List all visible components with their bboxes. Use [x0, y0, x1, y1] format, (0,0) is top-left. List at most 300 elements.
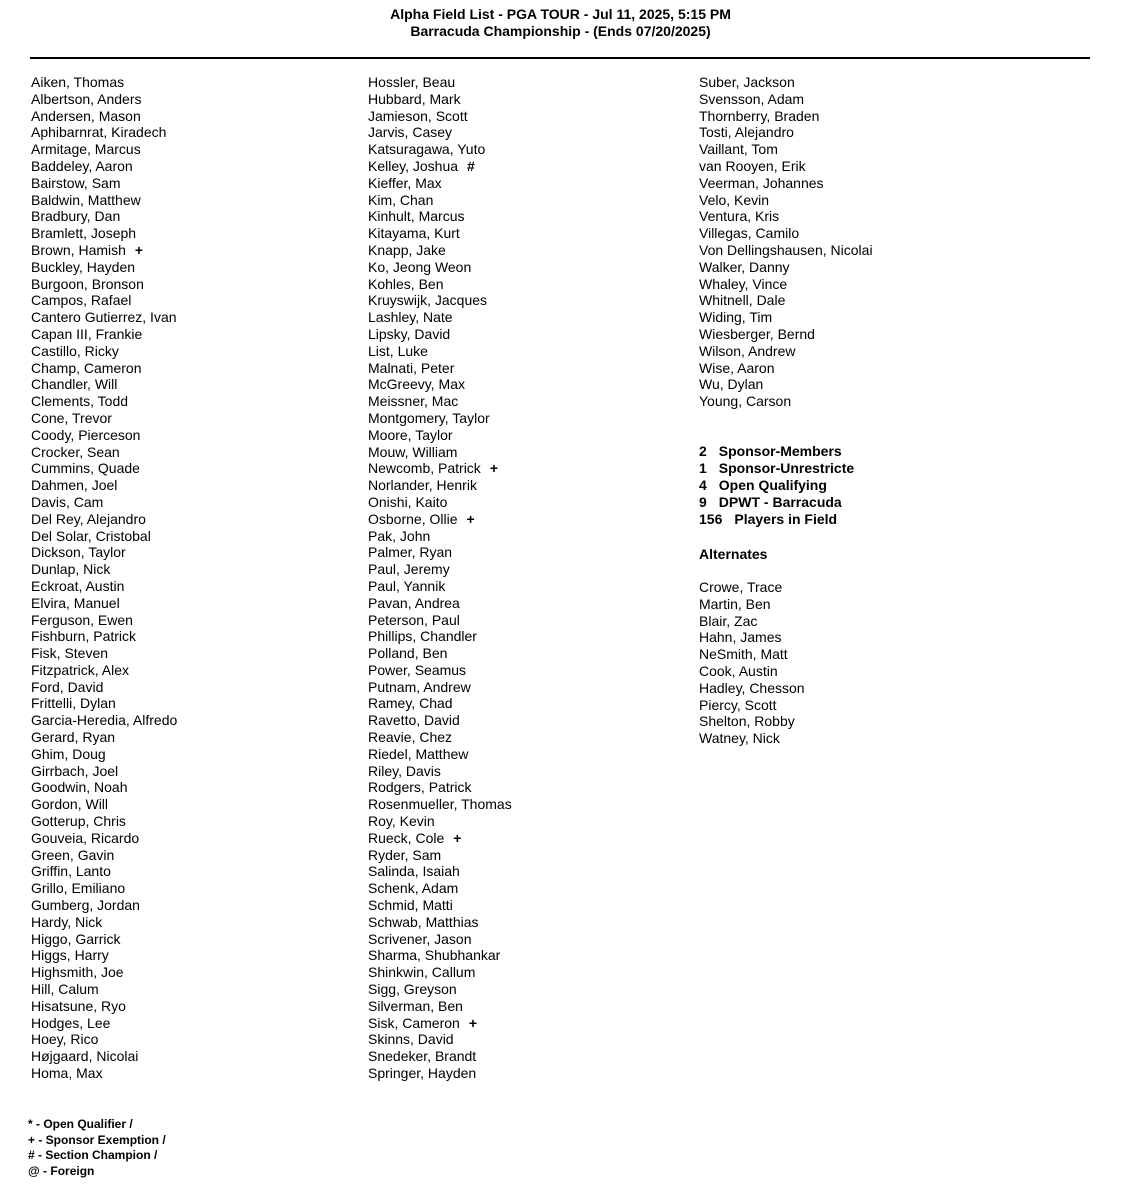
- player-name: Riley, Davis: [368, 762, 441, 779]
- player-name: Knapp, Jake: [368, 241, 446, 258]
- player-row: [31, 796, 351, 813]
- player-row: [368, 863, 688, 880]
- summary-count: 4: [699, 477, 707, 493]
- player-name: Cummins, Quade: [31, 460, 140, 477]
- player-row: [699, 393, 1099, 410]
- player-name: Ghim, Doug: [31, 745, 106, 762]
- player-name: Højgaard, Nicolai: [31, 1048, 139, 1065]
- player-name: Lipsky, David: [368, 325, 451, 342]
- player-name: Springer, Hayden: [368, 1065, 477, 1082]
- summary-label: Players in Field: [734, 511, 838, 527]
- player-row: [31, 477, 351, 494]
- player-name: Wilson, Andrew: [699, 342, 796, 359]
- player-row: [368, 880, 688, 897]
- player-row: [368, 259, 688, 276]
- player-status-mark: +: [489, 460, 498, 477]
- player-name: Higgo, Garrick: [31, 930, 121, 947]
- player-row: [368, 830, 688, 847]
- player-row: [368, 931, 688, 948]
- player-row: [31, 578, 351, 595]
- summary-count: 1: [699, 460, 707, 476]
- player-row: [368, 779, 688, 796]
- player-name: Malnati, Peter: [368, 359, 455, 376]
- summary-row: [699, 494, 854, 511]
- player-row: [699, 225, 1099, 242]
- player-name: Silverman, Ben: [368, 997, 463, 1014]
- player-name: Ferguson, Ewen: [31, 611, 133, 628]
- player-name: Svensson, Adam: [699, 90, 805, 107]
- player-name: Velo, Kevin: [699, 191, 770, 208]
- player-name: Campos, Rafael: [31, 292, 132, 309]
- player-name: Capan III, Frankie: [31, 325, 143, 342]
- summary-count: 9: [699, 494, 707, 510]
- player-row: [368, 595, 688, 612]
- player-name: Gerard, Ryan: [31, 729, 116, 746]
- player-row: [368, 292, 688, 309]
- player-row: [368, 326, 688, 343]
- player-name: Griffin, Lanto: [31, 863, 111, 880]
- player-name: Shinkwin, Callum: [368, 964, 476, 981]
- alternate-name: Blair, Zac: [699, 612, 758, 629]
- player-row: [699, 292, 1099, 309]
- player-status-mark: +: [466, 510, 475, 527]
- player-name: Widing, Tim: [699, 309, 773, 326]
- player-row: [31, 695, 351, 712]
- player-row: [368, 712, 688, 729]
- alternate-name: Piercy, Scott: [699, 696, 777, 713]
- player-row: [31, 763, 351, 780]
- player-row: [31, 141, 351, 158]
- player-name: Kelley, Joshua: [368, 157, 459, 174]
- player-row: [31, 612, 351, 629]
- player-row: [368, 813, 688, 830]
- legend-item: * - Open Qualifier /: [28, 1117, 133, 1131]
- alternate-name: Crowe, Trace: [699, 579, 783, 595]
- player-name: Kim, Chan: [368, 191, 434, 208]
- player-name: Cantero Gutierrez, Ivan: [31, 309, 177, 326]
- player-row: [699, 360, 1099, 377]
- player-name: Gouveia, Ricardo: [31, 829, 140, 846]
- player-row: [31, 124, 351, 141]
- player-name: Meissner, Mac: [368, 393, 459, 410]
- player-row: [368, 662, 688, 679]
- player-name: Reavie, Chez: [368, 729, 453, 746]
- player-name: Baddeley, Aaron: [31, 157, 133, 174]
- player-column-1: [31, 74, 351, 1082]
- player-row: [368, 998, 688, 1015]
- player-row: [699, 192, 1099, 209]
- player-name: Skinns, David: [368, 1031, 454, 1048]
- player-name: Kieffer, Max: [368, 174, 442, 191]
- player-name: Del Solar, Cristobal: [31, 527, 151, 544]
- player-row: [368, 376, 688, 393]
- player-status-mark: +: [134, 241, 144, 258]
- player-name: Montgomery, Taylor: [368, 409, 490, 426]
- alternate-name: Martin, Ben: [699, 595, 771, 612]
- player-column-2: [368, 74, 688, 1082]
- summary-label: Sponsor-Members: [718, 443, 842, 459]
- player-name: Garcia-Heredia, Alfredo: [31, 712, 178, 729]
- player-name: Rueck, Cole: [368, 829, 445, 846]
- player-row: [368, 528, 688, 545]
- player-name: Higgs, Harry: [31, 947, 109, 964]
- player-row: [31, 712, 351, 729]
- player-name: Kitayama, Kurt: [368, 225, 460, 242]
- player-row: [368, 343, 688, 360]
- player-row: [368, 1065, 688, 1082]
- player-row: [368, 628, 688, 645]
- player-row: [699, 343, 1099, 360]
- player-row: [368, 276, 688, 293]
- player-name: Walker, Danny: [699, 258, 790, 275]
- player-row: [368, 964, 688, 981]
- player-name: Andersen, Mason: [31, 107, 141, 124]
- player-row: [31, 208, 351, 225]
- player-row: [368, 309, 688, 326]
- player-name: Palmer, Ryan: [368, 544, 453, 561]
- player-row: [368, 410, 688, 427]
- player-row: [31, 276, 351, 293]
- player-name: Ramey, Chad: [368, 695, 453, 712]
- player-row: [31, 242, 351, 259]
- player-name: Jamieson, Scott: [368, 107, 468, 124]
- player-name: Lashley, Nate: [368, 309, 453, 326]
- player-column-3: [699, 74, 1099, 410]
- field-summary: [699, 443, 854, 528]
- alternate-name: Hahn, James: [699, 629, 782, 646]
- player-row: [368, 763, 688, 780]
- player-row: [31, 460, 351, 477]
- page-title: Alpha Field List - PGA TOUR - Jul 11, 2025, 5:15 PM: [390, 6, 731, 22]
- player-name: Von Dellingshausen, Nicolai: [699, 241, 873, 258]
- player-row: [368, 1031, 688, 1048]
- player-row: [31, 931, 351, 948]
- summary-count: 156: [699, 511, 723, 527]
- player-row: [699, 74, 1099, 91]
- player-name: Schmid, Matti: [368, 897, 453, 914]
- player-name: Veerman, Johannes: [699, 174, 824, 191]
- player-name: Fishburn, Patrick: [31, 628, 137, 645]
- player-row: [31, 914, 351, 931]
- player-name: Burgoon, Bronson: [31, 275, 144, 292]
- player-row: [368, 477, 688, 494]
- player-name: Ford, David: [31, 678, 104, 695]
- player-name: Crocker, Sean: [31, 443, 120, 460]
- player-row: [31, 561, 351, 578]
- player-name: Kinhult, Marcus: [368, 208, 465, 225]
- player-name: Kruyswijk, Jacques: [368, 292, 488, 309]
- player-name: Homa, Max: [31, 1065, 103, 1082]
- summary-label: DPWT - Barracuda: [718, 494, 842, 510]
- player-row: [31, 628, 351, 645]
- player-name: Roy, Kevin: [368, 813, 435, 830]
- player-name: Newcomb, Patrick: [368, 460, 481, 477]
- player-row: [699, 175, 1099, 192]
- player-name: Eckroat, Austin: [31, 577, 125, 594]
- player-name: Rosenmueller, Thomas: [368, 796, 512, 813]
- player-name: Sigg, Greyson: [368, 981, 457, 998]
- player-name: Buckley, Hayden: [31, 258, 136, 275]
- player-row: [368, 578, 688, 595]
- player-name: Hoey, Rico: [31, 1031, 99, 1048]
- player-row: [31, 544, 351, 561]
- player-row: [368, 645, 688, 662]
- player-name: Vaillant, Tom: [699, 141, 778, 158]
- player-name: Phillips, Chandler: [368, 628, 477, 645]
- player-name: Whitnell, Dale: [699, 292, 786, 309]
- player-name: Paul, Jeremy: [368, 561, 450, 578]
- player-row: [31, 964, 351, 981]
- alternates-title: Alternates: [699, 546, 768, 562]
- player-row: [368, 679, 688, 696]
- player-row: [31, 158, 351, 175]
- player-name: Goodwin, Noah: [31, 779, 128, 796]
- player-row: [699, 242, 1099, 259]
- player-row: [368, 695, 688, 712]
- player-row: [699, 108, 1099, 125]
- alternate-name: Shelton, Robby: [699, 713, 795, 730]
- player-row: [699, 259, 1099, 276]
- legend-item: + - Sponsor Exemption /: [28, 1132, 166, 1147]
- player-name: Young, Carson: [699, 393, 792, 410]
- player-name: Albertson, Anders: [31, 90, 142, 107]
- player-row: [368, 208, 688, 225]
- player-name: Salinda, Isaiah: [368, 863, 460, 880]
- player-name: Gotterup, Chris: [31, 813, 126, 830]
- player-name: Riedel, Matthew: [368, 745, 469, 762]
- player-row: [368, 74, 688, 91]
- player-row: [699, 309, 1099, 326]
- player-row: [31, 511, 351, 528]
- player-row: [31, 897, 351, 914]
- alternate-name: Cook, Austin: [699, 662, 778, 679]
- player-name: Katsuragawa, Yuto: [368, 141, 486, 158]
- legend: [28, 1117, 166, 1179]
- player-name: Putnam, Andrew: [368, 678, 471, 695]
- player-row: [31, 863, 351, 880]
- player-name: List, Luke: [368, 342, 428, 359]
- player-row: [31, 444, 351, 461]
- player-status-mark: +: [453, 829, 462, 846]
- player-row: [368, 124, 688, 141]
- player-row: [368, 427, 688, 444]
- player-name: Del Rey, Alejandro: [31, 510, 146, 527]
- player-row: [699, 158, 1099, 175]
- player-row: [368, 947, 688, 964]
- player-name: Wu, Dylan: [699, 376, 764, 393]
- player-row: [699, 141, 1099, 158]
- player-row: [699, 124, 1099, 141]
- player-row: [31, 74, 351, 91]
- player-name: Grillo, Emiliano: [31, 880, 126, 897]
- player-row: [368, 141, 688, 158]
- player-row: [368, 108, 688, 125]
- player-row: [31, 108, 351, 125]
- player-row: [368, 444, 688, 461]
- player-name: Chandler, Will: [31, 376, 118, 393]
- player-name: Hill, Calum: [31, 981, 99, 998]
- player-row: [368, 225, 688, 242]
- player-name: Brown, Hamish: [31, 241, 126, 258]
- player-name: Osborne, Ollie: [368, 510, 458, 527]
- player-name: Sisk, Cameron: [368, 1014, 460, 1031]
- player-status-mark: +: [468, 1014, 477, 1031]
- player-name: Peterson, Paul: [368, 611, 460, 628]
- player-name: Green, Gavin: [31, 846, 115, 863]
- player-name: Dickson, Taylor: [31, 544, 126, 561]
- player-name: Jarvis, Casey: [368, 124, 453, 141]
- player-row: [31, 981, 351, 998]
- player-row: [699, 91, 1099, 108]
- player-row: [31, 91, 351, 108]
- player-row: [368, 561, 688, 578]
- player-status-mark: #: [467, 157, 475, 174]
- player-row: [31, 259, 351, 276]
- player-name: Paul, Yannik: [368, 577, 446, 594]
- player-name: Aiken, Thomas: [31, 74, 125, 90]
- player-name: Moore, Taylor: [368, 426, 453, 443]
- player-row: [368, 914, 688, 931]
- player-row: [368, 897, 688, 914]
- legend-item: # - Section Champion /: [28, 1148, 158, 1162]
- player-row: [31, 847, 351, 864]
- player-name: Wise, Aaron: [699, 359, 775, 376]
- player-row: [368, 746, 688, 763]
- player-name: Bradbury, Dan: [31, 208, 121, 225]
- player-row: [699, 326, 1099, 343]
- summary-count: 2: [699, 443, 707, 459]
- player-row: [31, 813, 351, 830]
- player-name: Ko, Jeong Weon: [368, 258, 472, 275]
- player-row: [368, 796, 688, 813]
- player-name: Schenk, Adam: [368, 880, 459, 897]
- player-row: [31, 326, 351, 343]
- player-row: [368, 981, 688, 998]
- player-row: [31, 292, 351, 309]
- summary-label: Open Qualifying: [718, 477, 827, 493]
- player-row: [31, 595, 351, 612]
- summary-row: [699, 443, 854, 460]
- player-row: [31, 494, 351, 511]
- player-name: Gordon, Will: [31, 796, 109, 813]
- player-row: [31, 427, 351, 444]
- player-row: [31, 343, 351, 360]
- player-name: Hardy, Nick: [31, 913, 103, 930]
- player-name: Norlander, Henrik: [368, 477, 477, 494]
- alternates-list: [699, 579, 805, 747]
- player-name: van Rooyen, Erik: [699, 157, 806, 174]
- player-row: [699, 208, 1099, 225]
- player-name: Bramlett, Joseph: [31, 225, 137, 242]
- player-row: [31, 1048, 351, 1065]
- player-row: [31, 645, 351, 662]
- player-name: Hubbard, Mark: [368, 90, 461, 107]
- player-name: Wiesberger, Bernd: [699, 325, 815, 342]
- player-row: [31, 779, 351, 796]
- alternate-name: Hadley, Chesson: [699, 679, 805, 696]
- player-row: [368, 612, 688, 629]
- player-name: Ventura, Kris: [699, 208, 780, 225]
- player-name: Highsmith, Joe: [31, 964, 124, 981]
- player-row: [368, 91, 688, 108]
- player-name: Polland, Ben: [368, 645, 448, 662]
- player-row: [31, 1065, 351, 1082]
- player-name: Bairstow, Sam: [31, 174, 121, 191]
- player-row: [31, 360, 351, 377]
- player-row: [368, 158, 688, 175]
- player-name: Coody, Pierceson: [31, 426, 141, 443]
- player-name: Mouw, William: [368, 443, 458, 460]
- player-row: [31, 410, 351, 427]
- player-row: [368, 460, 688, 477]
- player-row: [368, 494, 688, 511]
- header-divider: [30, 57, 1090, 59]
- player-name: Fisk, Steven: [31, 645, 109, 662]
- player-name: Clements, Todd: [31, 393, 129, 410]
- player-name: Castillo, Ricky: [31, 342, 119, 359]
- player-row: [31, 528, 351, 545]
- player-name: Tosti, Alejandro: [699, 124, 794, 141]
- player-row: [368, 393, 688, 410]
- player-row: [31, 393, 351, 410]
- player-row: [699, 376, 1099, 393]
- player-name: Dahmen, Joel: [31, 477, 118, 494]
- player-name: Whaley, Vince: [699, 275, 788, 292]
- player-name: Armitage, Marcus: [31, 141, 141, 158]
- player-row: [31, 1031, 351, 1048]
- player-row: [31, 175, 351, 192]
- player-row: [31, 662, 351, 679]
- player-row: [31, 192, 351, 209]
- player-name: Rodgers, Patrick: [368, 779, 472, 796]
- player-name: Thornberry, Braden: [699, 107, 820, 124]
- player-name: Hisatsune, Ryo: [31, 997, 126, 1014]
- player-name: Kohles, Ben: [368, 275, 444, 292]
- player-row: [31, 225, 351, 242]
- player-name: Onishi, Kaito: [368, 493, 448, 510]
- player-name: Hossler, Beau: [368, 74, 456, 90]
- player-name: Gumberg, Jordan: [31, 897, 140, 914]
- player-name: Aphibarnrat, Kiradech: [31, 124, 167, 141]
- player-name: Pak, John: [368, 527, 431, 544]
- player-row: [368, 1048, 688, 1065]
- summary-row: [699, 477, 854, 494]
- player-row: [368, 729, 688, 746]
- summary-label: Sponsor-Unrestricte: [718, 460, 855, 476]
- player-name: Ravetto, David: [368, 712, 460, 729]
- player-row: [368, 511, 688, 528]
- alternate-name: Watney, Nick: [699, 730, 780, 747]
- player-name: Champ, Cameron: [31, 359, 142, 376]
- player-name: Cone, Trevor: [31, 409, 112, 426]
- player-name: Fitzpatrick, Alex: [31, 661, 130, 678]
- player-name: Schwab, Matthias: [368, 913, 479, 930]
- player-row: [368, 544, 688, 561]
- player-name: Pavan, Andrea: [368, 594, 460, 611]
- player-name: Sharma, Shubhankar: [368, 947, 501, 964]
- player-row: [31, 376, 351, 393]
- player-name: Ryder, Sam: [368, 846, 442, 863]
- player-row: [368, 175, 688, 192]
- player-name: Suber, Jackson: [699, 74, 795, 90]
- player-row: [31, 947, 351, 964]
- player-row: [31, 746, 351, 763]
- player-row: [699, 276, 1099, 293]
- player-row: [31, 309, 351, 326]
- player-name: Frittelli, Dylan: [31, 695, 116, 712]
- player-row: [31, 880, 351, 897]
- player-row: [368, 242, 688, 259]
